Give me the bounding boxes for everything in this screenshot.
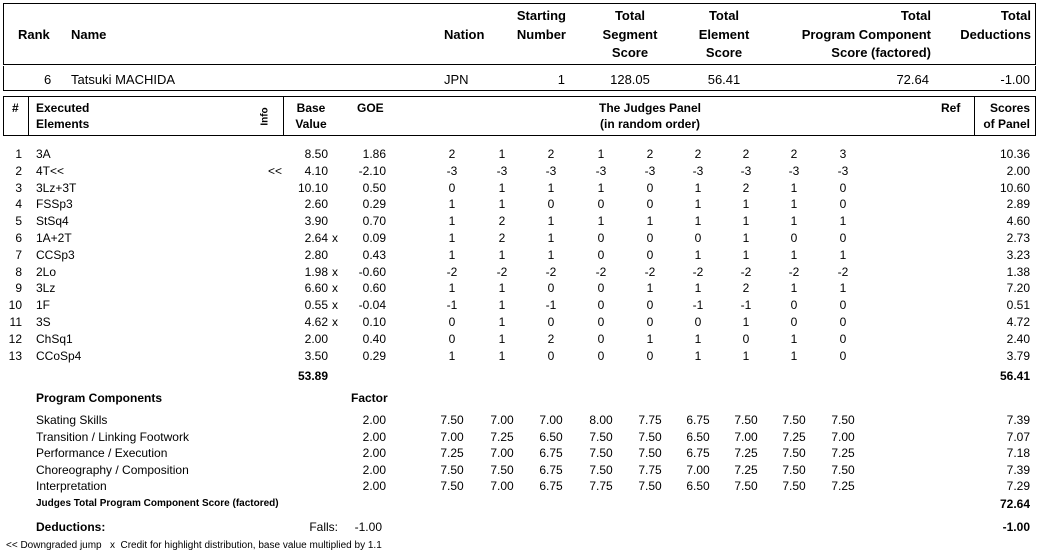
element-code: ChSq1 [36, 331, 73, 346]
element-code: FSSp3 [36, 197, 73, 212]
element-code: 1A+2T [36, 231, 72, 245]
element-number: 12 [8, 331, 22, 346]
judge-score: -2 [545, 264, 557, 279]
element-code: 3S [36, 315, 51, 329]
judge-score: 1 [646, 214, 654, 229]
component-name: Interpretation [36, 479, 107, 494]
tss-header-1: Total [614, 8, 646, 23]
element-goe: 0.09 [362, 231, 386, 245]
component-judge-score: 7.75 [638, 413, 662, 427]
judge-score: 1 [694, 180, 702, 195]
judge-score: 2 [742, 147, 750, 161]
element-score: 2.00 [1006, 163, 1030, 178]
judge-score: -1 [740, 298, 752, 313]
judge-score: 0 [694, 315, 702, 329]
element-base-value: 3.90 [304, 214, 328, 229]
component-score: 7.07 [1006, 429, 1030, 444]
tes-header-3: Score [705, 45, 743, 60]
element-goe: 0.50 [362, 180, 386, 195]
element-base-value: 1.98 [304, 264, 328, 279]
element-number: 8 [15, 264, 22, 279]
judge-score: 1 [694, 348, 702, 363]
element-base-value: 2.60 [304, 197, 328, 212]
component-factor: 2.00 [362, 462, 386, 477]
judge-score: 1 [742, 197, 750, 212]
component-judge-score: 7.50 [734, 479, 758, 494]
element-score: 2.89 [1006, 197, 1030, 212]
elements-header-box [3, 96, 1036, 136]
component-judge-score: 7.75 [589, 479, 613, 494]
element-score: 3.23 [1006, 247, 1030, 262]
tss-header-2: Segment [602, 27, 658, 42]
judge-score: -2 [692, 264, 704, 279]
component-factor: 2.00 [362, 446, 386, 461]
judge-score: -1 [446, 298, 458, 313]
num-header: # [12, 101, 19, 115]
component-score: 7.18 [1006, 446, 1030, 461]
judge-score: 0 [448, 180, 456, 195]
element-number: 6 [15, 231, 22, 245]
judge-score: 0 [839, 197, 847, 212]
judge-score: 0 [597, 315, 605, 329]
component-judge-score: 7.50 [638, 429, 662, 444]
judge-score: 1 [498, 298, 506, 313]
judge-score: 0 [790, 298, 798, 313]
component-judge-score: 7.50 [440, 479, 464, 494]
judge-score: -2 [595, 264, 607, 279]
element-score: 7.20 [1006, 281, 1030, 296]
judge-score: 1 [498, 348, 506, 363]
component-score: 7.39 [1006, 462, 1030, 477]
component-judge-score: 7.50 [782, 479, 806, 494]
judge-score: 2 [547, 331, 555, 346]
judge-score: -3 [545, 163, 557, 178]
component-judge-score: 7.00 [440, 429, 464, 444]
judge-score: 0 [547, 281, 555, 296]
element-score: 3.79 [1006, 348, 1030, 363]
judge-score: 1 [742, 214, 750, 229]
judge-score: -2 [740, 264, 752, 279]
judge-score: 1 [790, 180, 798, 195]
sop-header-1: Scores [989, 101, 1030, 115]
judge-score: 1 [547, 231, 555, 245]
component-factor: 2.00 [362, 413, 386, 427]
component-judge-score: 7.50 [782, 413, 806, 427]
footnote: << Downgraded jump x Credit for highlight distribution, base value multiplied by 1.1 [6, 540, 382, 551]
element-number: 13 [8, 348, 22, 363]
info-header: Info [259, 107, 271, 126]
skater-pcs: 72.64 [896, 72, 929, 87]
judge-score: 1 [597, 214, 605, 229]
judge-score: -2 [446, 264, 458, 279]
judge-score: 1 [790, 281, 798, 296]
component-score: 7.29 [1006, 479, 1030, 494]
component-judge-score: 7.50 [734, 413, 758, 427]
pcs-header-1: Total [900, 8, 931, 23]
judge-score: 1 [839, 214, 847, 229]
score-total: 56.41 [999, 369, 1030, 383]
base-header-1: Base [296, 101, 326, 115]
component-judge-score: 7.50 [782, 446, 806, 461]
component-judge-score: 7.75 [638, 462, 662, 477]
judge-score: 1 [498, 147, 506, 161]
base-total: 53.89 [297, 369, 328, 383]
judge-score: 1 [597, 180, 605, 195]
element-bonus-mark: x [332, 231, 338, 245]
judge-score: 0 [646, 197, 654, 212]
pcs-total-label: Judges Total Program Component Score (factored) [36, 498, 279, 509]
judge-score: 1 [742, 231, 750, 245]
element-code: StSq4 [36, 214, 69, 229]
base-header-2: Value [295, 117, 327, 131]
element-base-value: 2.00 [304, 331, 328, 346]
judge-score: 1 [498, 180, 506, 195]
tss-header-3: Score [611, 45, 649, 60]
component-judge-score: 6.75 [686, 446, 710, 461]
judge-score: 1 [498, 281, 506, 296]
judge-score: 3 [839, 147, 847, 161]
judge-score: 0 [694, 231, 702, 245]
component-judge-score: 6.50 [686, 429, 710, 444]
judge-score: 1 [646, 331, 654, 346]
judge-score: 1 [742, 348, 750, 363]
component-judge-score: 7.50 [831, 413, 855, 427]
ref-header: Ref [941, 101, 961, 115]
element-code: CCSp3 [36, 247, 75, 262]
component-judge-score: 6.75 [539, 462, 563, 477]
element-code: CCoSp4 [36, 348, 82, 363]
judge-score: 0 [597, 231, 605, 245]
name-header: Name [71, 27, 107, 42]
exec-header-2: Elements [36, 117, 90, 131]
judge-score: 0 [646, 315, 654, 329]
judge-score: -1 [545, 298, 557, 313]
element-goe: -0.04 [358, 298, 386, 313]
component-judge-score: 7.50 [589, 446, 613, 461]
component-factor: 2.00 [362, 479, 386, 494]
component-name: Skating Skills [36, 413, 108, 427]
element-score: 2.73 [1006, 231, 1030, 245]
judge-score: 0 [839, 348, 847, 363]
element-number: 2 [15, 163, 22, 178]
pcs-total-value: 72.64 [999, 497, 1030, 511]
element-bonus-mark: x [332, 281, 338, 296]
pcs-header-3: Score (factored) [831, 45, 931, 60]
element-goe: 0.40 [362, 331, 386, 346]
judge-score: 0 [790, 315, 798, 329]
judge-score: 0 [790, 231, 798, 245]
judge-score: 1 [742, 247, 750, 262]
element-goe: 0.29 [362, 197, 386, 212]
panel-header-2: (in random order) [599, 117, 700, 131]
element-code: 3Lz+3T [36, 180, 77, 195]
judge-score: 0 [547, 348, 555, 363]
element-goe: -0.60 [358, 264, 386, 279]
element-score: 4.72 [1006, 315, 1030, 329]
judge-score: 1 [694, 247, 702, 262]
exec-header-1: Executed [36, 101, 90, 115]
component-judge-score: 7.25 [734, 462, 758, 477]
component-judge-score: 7.25 [440, 446, 464, 461]
element-number: 3 [15, 180, 22, 195]
judge-score: 0 [597, 348, 605, 363]
judge-score: 1 [448, 247, 456, 262]
component-judge-score: 7.00 [490, 479, 514, 494]
component-judge-score: 6.50 [539, 429, 563, 444]
nation-header: Nation [444, 27, 485, 42]
element-bonus-mark: x [332, 315, 338, 329]
component-judge-score: 6.50 [686, 479, 710, 494]
tes-header-1: Total [708, 8, 740, 23]
judge-score: -3 [446, 163, 458, 178]
judge-score: 0 [597, 247, 605, 262]
skater-name: Tatsuki MACHIDA [71, 72, 176, 87]
element-number: 7 [15, 247, 22, 262]
judge-score: 2 [448, 147, 456, 161]
element-bonus-mark: x [332, 298, 338, 313]
judge-score: 0 [646, 231, 654, 245]
starting-header-1: Starting [516, 8, 566, 23]
component-name: Transition / Linking Footwork [36, 429, 189, 444]
element-goe: 0.60 [362, 281, 386, 296]
falls-label: Falls: [309, 520, 338, 534]
element-number: 1 [15, 147, 22, 161]
component-name: Choreography / Composition [36, 462, 189, 477]
judge-score: -3 [788, 163, 800, 178]
judge-score: 0 [448, 331, 456, 346]
judge-score: 2 [742, 281, 750, 296]
judge-score: -3 [740, 163, 752, 178]
judge-score: -1 [692, 298, 704, 313]
judge-score: 0 [597, 197, 605, 212]
skater-tes: 56.41 [707, 72, 741, 87]
element-base-value: 4.62 [304, 315, 328, 329]
judge-score: -2 [788, 264, 800, 279]
judge-score: 0 [839, 231, 847, 245]
judge-score: 1 [790, 247, 798, 262]
judge-score: 1 [839, 247, 847, 262]
component-factor: 2.00 [362, 429, 386, 444]
element-score: 2.40 [1006, 331, 1030, 346]
component-judge-score: 7.25 [734, 446, 758, 461]
judge-score: 0 [839, 315, 847, 329]
judge-score: 1 [742, 315, 750, 329]
skater-tss: 128.05 [610, 72, 650, 87]
deductions-label: Deductions: [36, 520, 106, 534]
component-judge-score: 7.50 [589, 429, 613, 444]
element-score: 1.38 [1006, 264, 1030, 279]
starting-header-2: Number [516, 27, 566, 42]
judge-score: 0 [547, 315, 555, 329]
component-judge-score: 7.25 [782, 429, 806, 444]
element-score: 10.60 [999, 180, 1030, 195]
component-judge-score: 7.00 [539, 413, 563, 427]
element-base-value: 6.60 [304, 281, 328, 296]
judge-score: 1 [597, 147, 605, 161]
sop-header-2: of Panel [983, 117, 1030, 131]
element-code: 3Lz [36, 281, 56, 296]
judge-score: 2 [498, 231, 506, 245]
component-judge-score: 6.75 [686, 413, 710, 427]
judge-score: 2 [547, 147, 555, 161]
element-number: 5 [15, 214, 22, 229]
judge-score: -2 [837, 264, 849, 279]
judge-score: 0 [646, 180, 654, 195]
element-base-value: 3.50 [304, 348, 328, 363]
ded-header-1: Total [1000, 8, 1031, 23]
element-number: 9 [15, 281, 22, 296]
judge-score: 1 [448, 214, 456, 229]
component-judge-score: 7.50 [638, 446, 662, 461]
judge-score: -3 [595, 163, 607, 178]
judge-score: 1 [646, 281, 654, 296]
judge-score: 1 [547, 180, 555, 195]
element-base-value: 2.80 [304, 247, 328, 262]
judge-score: 0 [839, 331, 847, 346]
panel-header-1: The Judges Panel [598, 101, 702, 115]
component-judge-score: 7.50 [589, 462, 613, 477]
judge-score: 1 [498, 315, 506, 329]
judge-score: 1 [448, 281, 456, 296]
element-number: 4 [15, 197, 22, 212]
judge-score: 1 [790, 197, 798, 212]
judge-score: 1 [448, 197, 456, 212]
pcs-header-2: Program Component [801, 27, 931, 42]
judge-score: 0 [839, 298, 847, 313]
component-judge-score: 7.50 [490, 462, 514, 477]
element-base-value: 4.10 [304, 163, 328, 178]
element-score: 4.60 [1006, 214, 1030, 229]
judge-score: -2 [644, 264, 656, 279]
skater-ded: -1.00 [1000, 72, 1030, 87]
component-judge-score: 6.75 [539, 446, 563, 461]
element-goe: 0.10 [362, 315, 386, 329]
judge-score: 0 [597, 281, 605, 296]
component-judge-score: 7.00 [490, 413, 514, 427]
judge-score: -3 [496, 163, 508, 178]
component-judge-score: 7.50 [440, 462, 464, 477]
judge-score: 0 [597, 298, 605, 313]
judge-score: -3 [644, 163, 656, 178]
judge-score: 1 [839, 281, 847, 296]
pc-factor-header: Factor [351, 391, 388, 405]
judge-score: 1 [790, 214, 798, 229]
ded-header-2: Deductions [960, 27, 1031, 42]
element-goe: 0.43 [362, 247, 386, 262]
judge-score: 0 [547, 197, 555, 212]
judge-score: 0 [839, 180, 847, 195]
element-base-value: 2.64 [304, 231, 328, 245]
judge-score: -3 [692, 163, 704, 178]
judge-score: 1 [790, 348, 798, 363]
header-divider [974, 96, 975, 136]
judge-score: 0 [742, 331, 750, 346]
judge-score: 2 [742, 180, 750, 195]
component-judge-score: 7.50 [782, 462, 806, 477]
element-number: 10 [8, 298, 22, 313]
component-judge-score: 7.00 [734, 429, 758, 444]
element-goe: -2.10 [358, 163, 386, 178]
judge-score: 1 [694, 197, 702, 212]
element-base-value: 0.55 [304, 298, 328, 313]
element-score: 0.51 [1006, 298, 1030, 313]
element-base-value: 8.50 [304, 147, 328, 161]
deductions-total: -1.00 [1002, 520, 1030, 534]
judge-score: 1 [448, 231, 456, 245]
judge-score: 1 [498, 197, 506, 212]
header-divider [28, 96, 29, 136]
element-goe: 0.29 [362, 348, 386, 363]
element-info: << [267, 163, 282, 178]
rank-header: Rank [18, 27, 50, 42]
judge-score: 1 [448, 348, 456, 363]
component-judge-score: 7.00 [686, 462, 710, 477]
component-judge-score: 7.00 [831, 429, 855, 444]
element-code: 2Lo [36, 264, 57, 279]
judge-score: 1 [498, 247, 506, 262]
falls-value: -1.00 [354, 520, 382, 534]
element-code: 1F [36, 298, 51, 313]
component-judge-score: 7.50 [831, 462, 855, 477]
header-divider [283, 96, 284, 136]
component-judge-score: 7.25 [490, 429, 514, 444]
element-code: 3A [36, 147, 51, 161]
judge-score: 1 [694, 281, 702, 296]
skater-rank: 6 [44, 72, 52, 87]
judge-score: 1 [498, 331, 506, 346]
judge-score: 2 [694, 147, 702, 161]
judge-score: 0 [448, 315, 456, 329]
judge-score: -3 [837, 163, 849, 178]
element-goe: 1.86 [362, 147, 386, 161]
element-number: 11 [9, 315, 22, 329]
element-score: 10.36 [999, 147, 1030, 161]
judge-score: 0 [646, 247, 654, 262]
component-judge-score: 7.25 [831, 479, 855, 494]
judge-score: 1 [694, 331, 702, 346]
element-base-value: 10.10 [297, 180, 328, 195]
judge-score: 0 [646, 348, 654, 363]
skater-start: 1 [557, 72, 565, 87]
judge-score: 0 [597, 331, 605, 346]
pc-title: Program Components [36, 391, 163, 405]
judge-score: 1 [547, 247, 555, 262]
judge-score: -2 [496, 264, 508, 279]
judge-score: 2 [790, 147, 798, 161]
element-goe: 0.70 [362, 214, 386, 229]
judge-score: 1 [694, 214, 702, 229]
judge-score: 1 [547, 214, 555, 229]
judge-score: 2 [646, 147, 654, 161]
component-judge-score: 7.50 [638, 479, 662, 494]
judge-score: 2 [498, 214, 506, 229]
skater-nation: JPN [444, 72, 469, 87]
component-score: 7.39 [1006, 413, 1030, 427]
judge-score: 1 [790, 331, 798, 346]
component-judge-score: 7.25 [831, 446, 855, 461]
judge-score: 0 [646, 298, 654, 313]
component-judge-score: 6.75 [539, 479, 563, 494]
component-name: Performance / Execution [36, 446, 168, 461]
tes-header-2: Element [698, 27, 750, 42]
goe-header: GOE [357, 101, 384, 115]
component-judge-score: 7.50 [440, 413, 464, 427]
component-judge-score: 7.00 [490, 446, 514, 461]
element-code: 4T<< [36, 163, 65, 178]
component-judge-score: 8.00 [589, 413, 613, 427]
element-bonus-mark: x [332, 264, 338, 279]
